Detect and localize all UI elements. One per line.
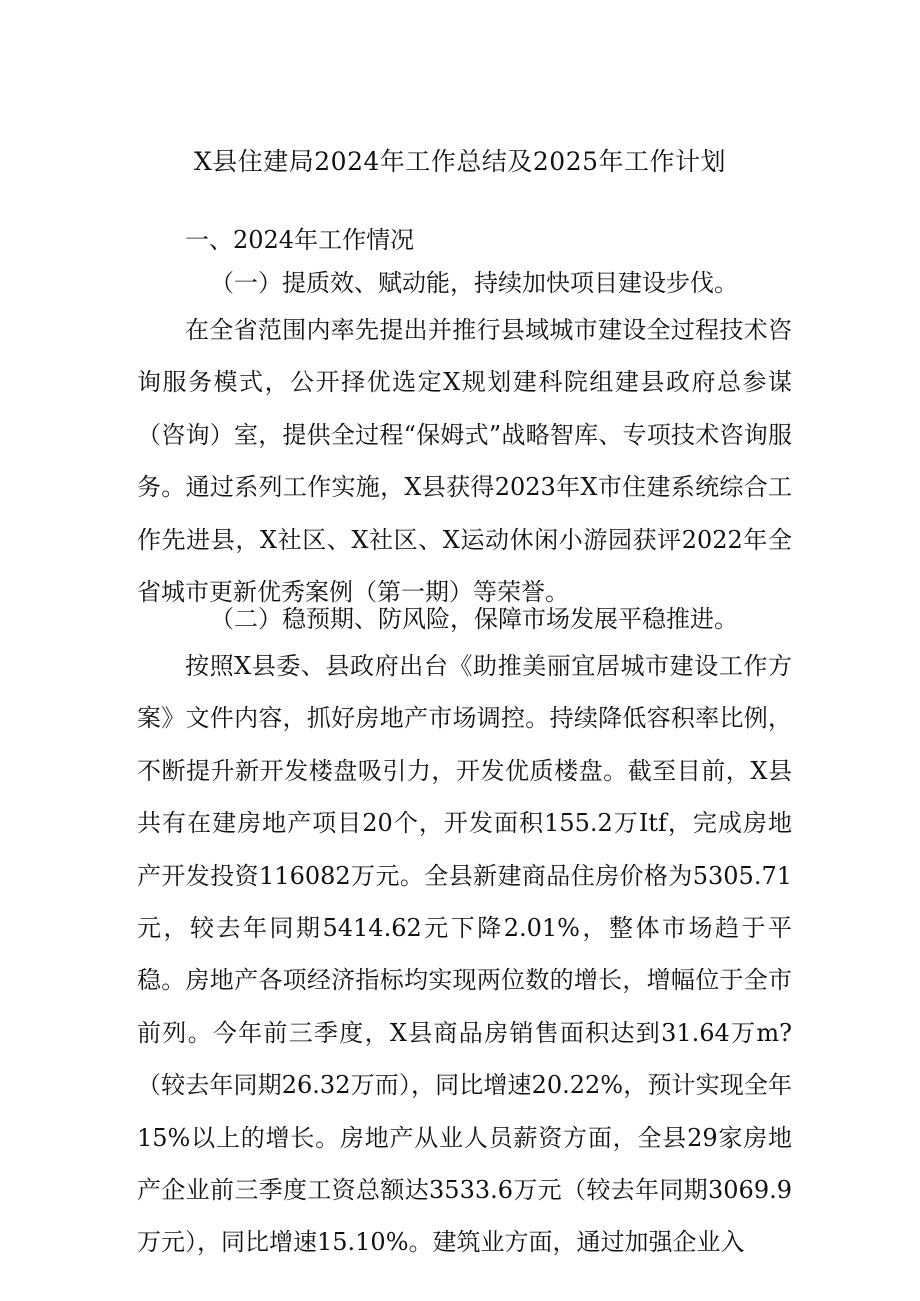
- subsection-heading-1: （一）提质效、赋动能，持续加快项目建设步伐。: [210, 269, 738, 297]
- section-heading-2024: 一、2024年工作情况: [185, 226, 415, 254]
- paragraph-project-construction: 在全省范围内率先提出并推行县域城市建设全过程技术咨询服务模式，公开择优选定X规划建科院组建县政府总参谋（咨询）室，提供全过程“保姆式”战略智库、专项技术咨询服务。通过系列工作实施，X县获得2023年X市住建系统综合工作先进县，X社区、X社区、X运动休闲小游园获评2022年全省城市更新优秀案例（第一期）等荣誉。: [137, 316, 792, 607]
- subsection-heading-2: （二）稳预期、防风险，保障市场发展平稳推进。: [210, 605, 738, 633]
- paragraph-market-stability: 按照X县委、县政府出台《助推美丽宜居城市建设工作方案》文件内容，抓好房地产市场调控。持续降低容积率比例，不断提升新开发楼盘吸引力，开发优质楼盘。截至目前，X县共有在建房地产项目20个，开发面积155.2万Itf，完成房地产开发投资116082万元。全县新建商品住房价格为5305.71元，较去年同期5414.62元下降2.01%，整体市场趋于平稳。房地产各项经济指标均实现两位数的增长，增幅位于全市前列。今年前三季度，X县商品房销售面积达到31.64万m?（较去年同期26.32万而），同比增速20.22%，预计实现全年15%以上的增长。房地产从业人员薪资方面，全县29家房地产企业前三季度工资总额达3533.6万元（较去年同期3069.9万元），同比增速15.10%。建筑业方面，通过加强企业入: [137, 652, 792, 1257]
- document-title: X县住建局2024年工作总结及2025年工作计划: [193, 147, 727, 176]
